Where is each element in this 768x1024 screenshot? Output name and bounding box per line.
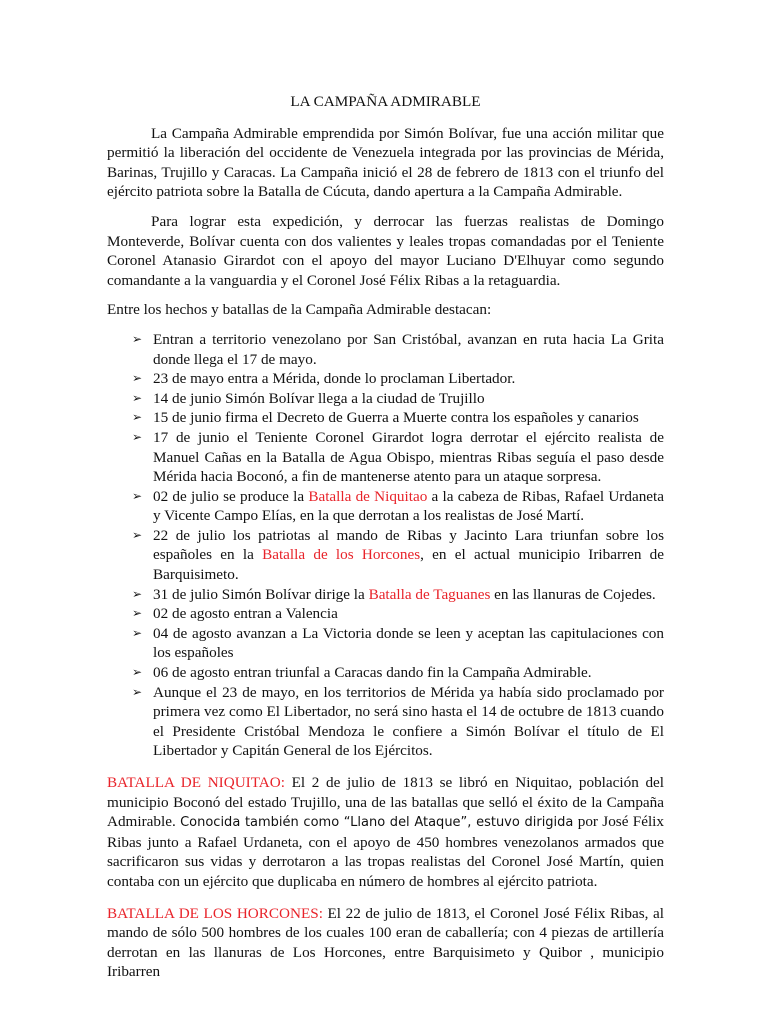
list-item-text: Entran a territorio venezolano por San Cristóbal, avanzan en ruta hacia La Grita donde llega el 17 de mayo. <box>153 330 664 368</box>
niquitao-text-1: El 2 de julio de 1813 se libró en Niquitao, población del municipio Boconó del estado Trujillo, una de las batallas que selló el éxito de la Campaña Admirable. <box>107 774 665 831</box>
arrow-bullet-icon: ➢ <box>132 331 143 346</box>
list-item-text: 04 de agosto avanzan a La Victoria donde se leen y aceptan las capitulaciones con los españoles <box>153 624 664 662</box>
list-item-text-tail: a la cabeza de Ribas, Rafael Urdaneta y Vicente Campo Elías, en la que derrotan a los realistas de José Martí. <box>153 487 664 525</box>
list-item <box>107 526 664 585</box>
list-item-text: 02 de julio se produce la <box>153 487 309 505</box>
paragraph-expedition: Para lograr esta expedición, y derrocar las fuerzas realistas de Domingo Monteverde, Bolívar cuenta con dos valientes y leales tropas comandadas por el Teniente Coronel Atanasio Girardot con el apoyo del mayor Luciano D'Elhuyar como segundo comandante a la vanguardia y el Coronel José Félix Ribas a la retaguardia. <box>107 212 664 289</box>
arrow-bullet-icon: ➢ <box>132 586 143 601</box>
list-item <box>107 683 664 761</box>
paragraph-intro: La Campaña Admirable emprendida por Simón Bolívar, fue una acción militar que permitió la liberación del occidente de Venezuela integrada por las provincias de Mérida, Barinas, Trujillo y Caracas. La Campaña inició el 28 de febrero de 1813 con el triunfo del ejército patriota sobre la Batalla de Cúcuta, dando apertura a la Campaña Admirable. <box>107 124 664 201</box>
document-title: LA CAMPAÑA ADMIRABLE <box>290 93 481 110</box>
battle-link-text: Batalla de Niquitao <box>308 487 428 505</box>
list-item-text-tail: , en el actual municipio Iribarren de Barquisimeto. <box>153 546 664 584</box>
arrow-bullet-icon: ➢ <box>132 410 143 425</box>
arrow-bullet-icon: ➢ <box>132 371 143 386</box>
list-item-text: 23 de mayo entra a Mérida, donde lo proclaman Libertador. <box>153 370 516 388</box>
list-item-text: 02 de agosto entran a Valencia <box>153 605 338 623</box>
battle-link-text: Batalla de Taguanes <box>368 585 491 603</box>
list-item <box>107 428 664 487</box>
list-intro: Entre los hechos y batallas de la Campaña Admirable destacan: <box>107 301 492 319</box>
list-item-text: 06 de agosto entran triunfal a Caracas dando fin la Campaña Admirable. <box>153 664 592 682</box>
arrow-bullet-icon: ➢ <box>132 527 143 542</box>
niquitao-text-2: por José Félix Ribas junto a Rafael Urdaneta, con el apoyo de 450 hombres venezolanos armados que sacrificaron sus vidas y derrotaron a las tropas realistas del Coronel José Martín, quien contaba con un ejército que duplicaba en número de hombres al ejército patriota. <box>107 813 664 890</box>
heading-niquitao: BATALLA DE NIQUITAO: <box>107 774 285 791</box>
list-item <box>107 604 664 624</box>
niquitao-text-alt: Conocida también como “Llano del Ataque”, estuvo dirigida <box>180 815 574 831</box>
list-item <box>107 408 664 428</box>
paragraph-horcones <box>107 904 664 982</box>
list-item <box>107 330 664 369</box>
arrow-bullet-icon: ➢ <box>132 429 143 444</box>
list-item <box>107 369 664 389</box>
arrow-bullet-icon: ➢ <box>132 665 143 680</box>
list-item <box>107 487 664 526</box>
list-item-text: Aunque el 23 de mayo, en los territorios de Mérida ya había sido proclamado por primera vez como El Libertador, no será sino hasta el 14 de octubre de 1813 cuando el Presidente Cristóbal Mendoza le confiere a Simón Bolívar el título de El Libertador y Capitán General de los Ejércitos. <box>153 683 664 760</box>
horcones-text: El 22 de julio de 1813, el Coronel José Félix Ribas, al mando de sólo 500 hombres de los cuales 100 eran de caballería; con 4 piezas de artillería derrotan en las llanuras de Los Horcones, entre Barquisimeto y Quibor , municipio Iribarren <box>107 904 664 981</box>
list-item <box>107 624 664 663</box>
list-item-text: 17 de junio el Teniente Coronel Girardot logra derrotar el ejército realista de Manuel Cañas en la Batalla de Agua Obispo, mientras Ribas seguía el paso desde Mérida hacia Boconó, a fin de mantenerse atento para un ataque sorpresa. <box>153 428 664 486</box>
list-item-text: 14 de junio Simón Bolívar llega a la ciudad de Trujillo <box>153 389 485 407</box>
list-item <box>107 663 664 683</box>
list-item <box>107 389 664 409</box>
arrow-bullet-icon: ➢ <box>132 684 143 699</box>
list-item-text: 15 de junio firma el Decreto de Guerra a Muerte contra los españoles y canarios <box>153 409 639 427</box>
list-item-text-tail: en las llanuras de Cojedes. <box>490 585 656 603</box>
list-item-text: 31 de julio Simón Bolívar dirige la <box>153 585 369 603</box>
arrow-bullet-icon: ➢ <box>132 606 143 621</box>
list-item <box>107 585 664 605</box>
arrow-bullet-icon: ➢ <box>132 390 143 405</box>
arrow-bullet-icon: ➢ <box>132 625 143 640</box>
battle-link-text: Batalla de los Horcones <box>262 546 421 564</box>
events-list <box>107 330 664 761</box>
list-item-text: 22 de julio los patriotas al mando de Ribas y Jacinto Lara triunfan sobre los españoles en la <box>153 526 664 564</box>
heading-horcones: BATALLA DE LOS HORCONES: <box>107 904 323 922</box>
arrow-bullet-icon: ➢ <box>132 488 143 503</box>
paragraph-niquitao <box>107 773 664 892</box>
